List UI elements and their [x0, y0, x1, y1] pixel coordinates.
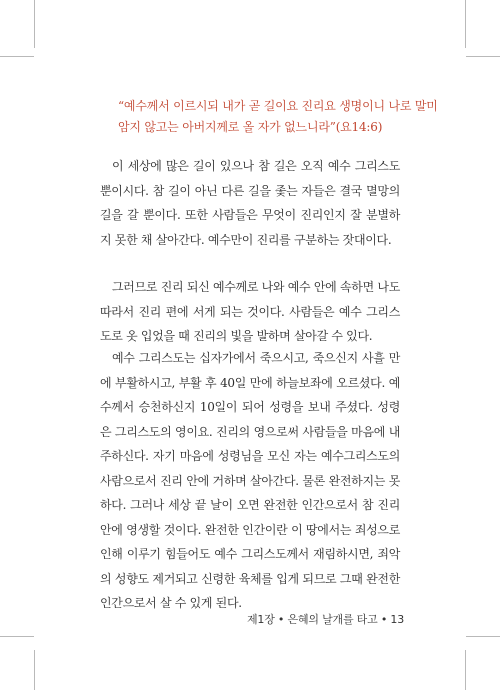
scripture-quote: [118, 96, 448, 138]
crop-mark-bottom-right-h: [466, 636, 500, 637]
paragraph-2: 그러므로 진리 되신 예수께로 나와 예수 안에 속하면 나도 따라서 진리 편에 서게 되는 것이다. 사람들은 예수 그리스도로 옷 입었을 때 진리의 빛을 발하며 살아갈 수 있다.: [100, 280, 400, 343]
crop-mark-bottom-left-v: [34, 650, 35, 690]
running-head-page-number: 제1장 • 은혜의 날개를 타고 • 13: [246, 613, 404, 626]
quote-text: “예수께서 이르시되 내가 곧 길이요 진리요 생명이니 나로 말미암지 않고는 아버지께로 올 자가 없느니라”: [118, 99, 438, 134]
crop-mark-top-right-v: [465, 0, 466, 48]
crop-mark-bottom-right-v: [465, 650, 466, 690]
crop-mark-top-right-h: [466, 56, 500, 57]
crop-mark-top-left-v: [34, 0, 35, 48]
crop-mark-bottom-left-h: [0, 636, 34, 637]
quote-reference: (요14:6): [335, 120, 383, 134]
paragraph-1: 이 세상에 많은 길이 있으나 참 길은 오직 예수 그리스도 뿐이시다. 참 길이 아닌 다른 길을 좇는 자들은 결국 멸망의 길을 갈 뿐이다. 또한 사람들은 무엇이 진리인지 잘 분별하지 못한 채 살아간다. 예수만이 진리를 구분하는 잣대이다.: [100, 159, 400, 247]
paragraph-3: 예수 그리스도는 십자가에서 죽으시고, 죽으신지 사흘 만에 부활하시고, 부활 후 40일 만에 하늘보좌에 오르셨다. 예수께서 승천하신지 10일이 되어 성령을 보내 주셨다. 성령은 그리스도의 영이요. 진리의 영으로써 사람들을 마음에 내주하신다. 자기 마음에 성령님을 모신 자는 예수그리스도의 사람으로서 진리 안에 거하며 살아간다. 물론 완전하지는 못하다. 그러나 세상 끝 날이 오면 완전한 인간으로서 참 진리 안에 영생할 것이다. 완전한 인간이란 이 땅에서는 죄성으로 인해 이루기 힘들어도 예수 그리스도께서 재림하시면, 죄악의 성향도 제거되고 신령한 육체를 입게 되므로 그때 완전한 인간으로서 살 수 있게 된다.: [100, 351, 400, 610]
crop-mark-top-left-h: [0, 56, 34, 57]
